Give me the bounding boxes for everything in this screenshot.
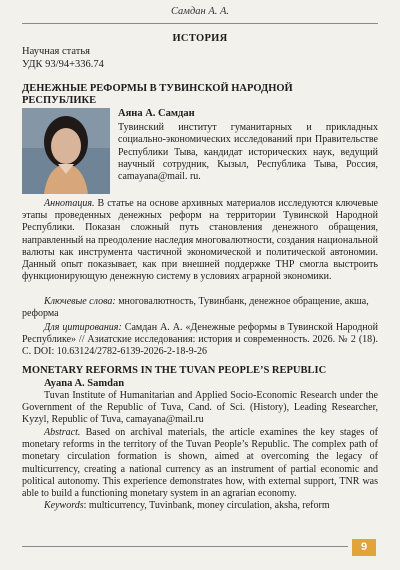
author-portrait-image xyxy=(22,108,110,194)
running-header-author: Самдан А. А. xyxy=(170,6,230,17)
citation-text-ru: Самдан А. А. «Денежные реформы в Тувинской Народной Республике» // Азиатские исследования: история и современность. 2026. № 2 (18). С. DOI: 10.63124/2782-6139-2026-2-18-9-26 xyxy=(22,322,379,358)
abstract-text-en: Based on archival materials, the article examines the key stages of monetary reforms in the territory of the Tuvan People’s Republic. The complex path of monetary circulation formation is shown, aimed at overcoming the legacy of multicurrency, creating a national currency as an instrument of partial economic and political autonomy. This experience demonstrates how, with external support, TNR was able to build a functioning monetary system in an agrarian economy. xyxy=(22,427,378,500)
keywords-label-ru: Ключевые слова: xyxy=(44,296,116,307)
author-affiliation-en: Tuvan Institute of Humanitarian and Applied Socio-Economic Research under the Government of the Republic of Tuva, Cand. of Sci. (History), Leading Researcher, Kyzyl, Republic of Tuva, camayana@mail.ru xyxy=(22,390,378,426)
author-affiliation-ru: Тувинский институт гуманитарных и прикладных социально-экономических исследований при Правительстве Республики Тыва, кандидат исторических наук, ведущий научный сотрудник, Кызыл, Республика Тыва, Россия, camayana@mail. ru. xyxy=(118,122,378,183)
citation-label-ru: Для цитирования: xyxy=(44,322,122,333)
citation-ru xyxy=(22,322,378,359)
header-divider xyxy=(22,23,378,24)
section-heading: ИСТОРИЯ xyxy=(172,33,228,44)
author-photo xyxy=(22,108,110,194)
article-type: Научная статья xyxy=(22,46,90,57)
udk-code: УДК 93/94+336.74 xyxy=(22,59,104,70)
abstract-label-ru: Аннотация. xyxy=(44,198,95,209)
abstract-label-en: Abstract. xyxy=(44,427,81,438)
keywords-ru xyxy=(22,296,378,320)
author-info-ru xyxy=(118,108,378,183)
keywords-en xyxy=(22,500,378,512)
abstract-en xyxy=(22,427,378,500)
keywords-text-en: : multicurrency, Tuvinbank, money circulation, aksha, reform xyxy=(83,500,330,511)
keywords-label-en: Keywords xyxy=(44,500,84,511)
abstract-text-ru: В статье на основе архивных материалов исследуются ключевые этапы проведенных денежных реформ на территории Тувинской Народной Республики. Показан сложный путь становления денежного обращения, направленный на преодоление наследия многовалютности, создания национальной валюты как инструмента частичной экономической и политической автономии. Данный опыт показывает, как при внешней поддержке ТНР смогла выстроить функционирующую денежную систему в условиях аграрной экономики. xyxy=(22,198,378,283)
keywords-text-ru: многовалютность, Тувинбанк, денежное обращение, акша, реформа xyxy=(22,296,369,320)
abstract-ru xyxy=(22,198,378,283)
author-name-ru: Аяна А. Самдан xyxy=(118,108,195,119)
author-name-en: Ayana A. Samdan xyxy=(44,378,125,389)
page-number-badge: 9 xyxy=(352,539,376,556)
article-title-en: MONETARY REFORMS IN THE TUVAN PEOPLE’S REPUBLIC xyxy=(22,365,327,376)
footer-divider xyxy=(22,546,348,547)
article-title-ru: ДЕНЕЖНЫЕ РЕФОРМЫ В ТУВИНСКОЙ НАРОДНОЙ РЕСПУБЛИКЕ xyxy=(22,83,293,106)
